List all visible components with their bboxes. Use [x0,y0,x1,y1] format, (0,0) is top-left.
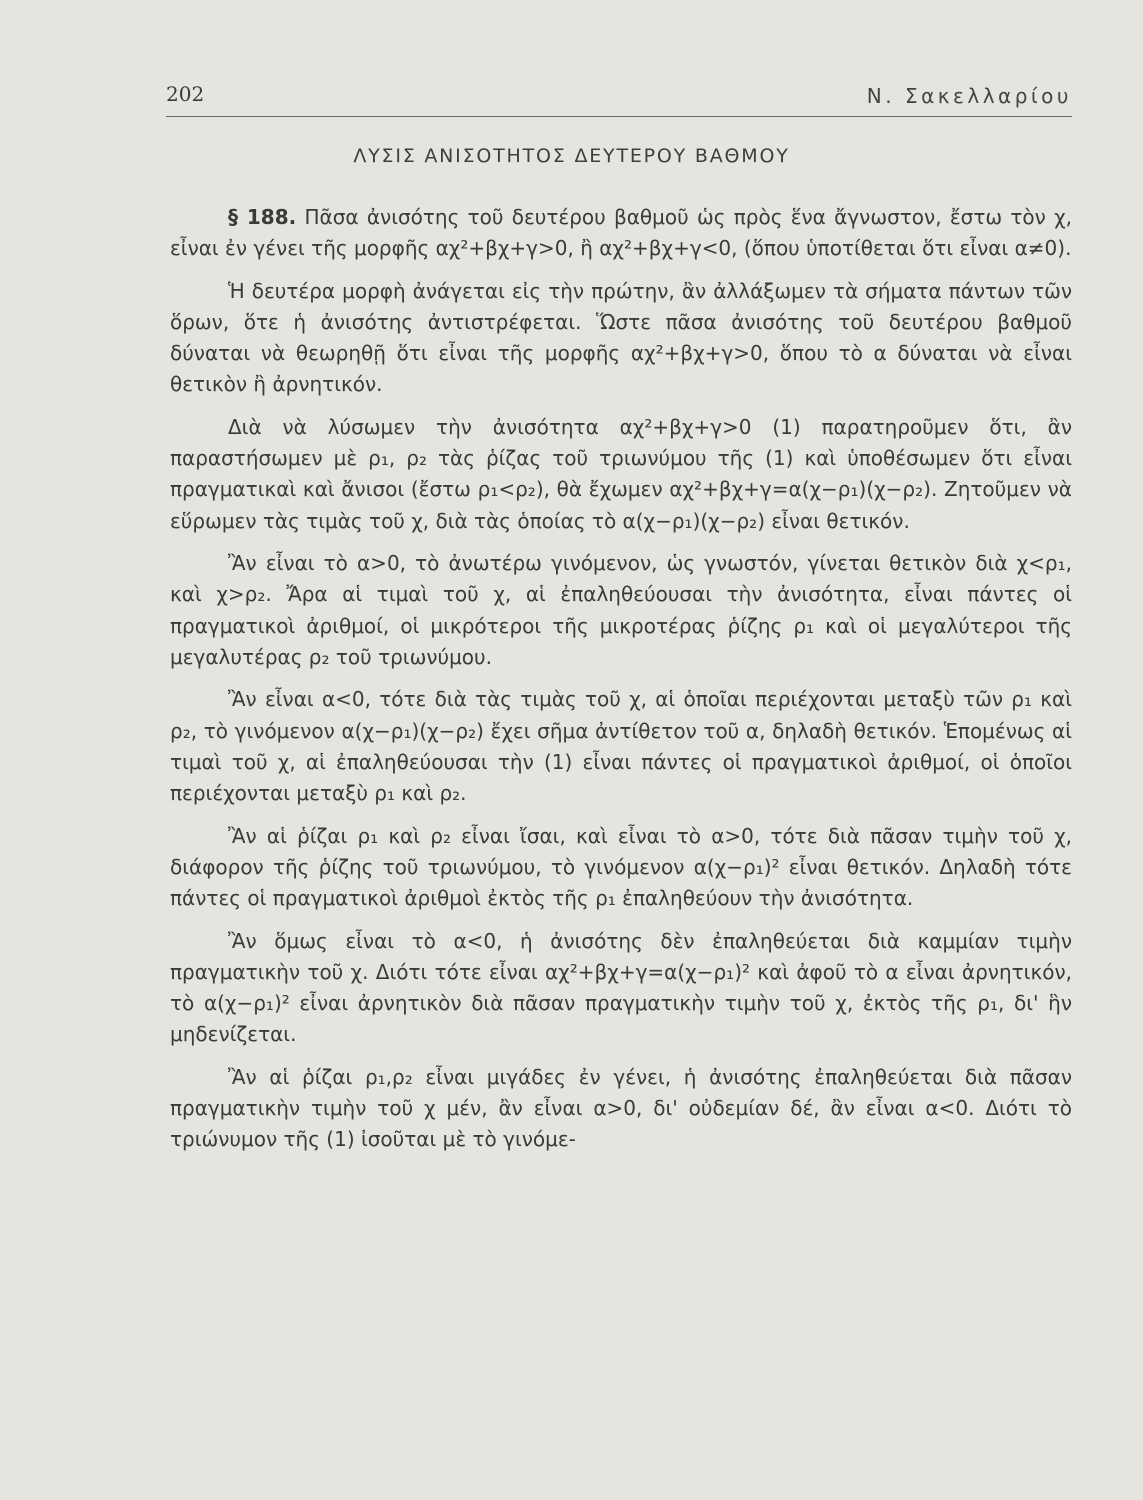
paragraph: Ἂν ὅμως εἶναι τὸ α<0, ἡ ἀνισότης δὲν ἐπαληθεύεται διὰ καμμίαν τιμὴν πραγματικὴν τοῦ χ. Διότι τότε εἶναι αχ²+βχ+γ=α(χ−ρ₁)² καὶ ἀφοῦ τὸ α εἶναι ἀρνητικόν, τὸ α(χ−ρ₁)² εἶναι ἀρνητικὸν διὰ πᾶσαν πραγματικὴν τιμὴν τοῦ χ, ἐκτὸς τῆς ρ₁, δι' ἣν μηδενίζεται. [170,928,1072,1047]
paragraph: Ἂν εἶναι τὸ α>0, τὸ ἀνωτέρω γινόμενον, ὡς γνωστόν, γίνεται θετικὸν διὰ χ<ρ₁, καὶ χ>ρ₂. Ἄρα αἱ τιμαὶ τοῦ χ, αἱ ἐπαληθεύουσαι τὴν ἀνισότητα, εἶναι πάντες οἱ πραγματικοὶ ἀριθμοί, οἱ μικρότεροι τῆς μικροτέρας ῥίζης ρ₁ καὶ οἱ μεγαλύτεροι τῆς μεγαλυτέρας ρ₂ τοῦ τριωνύμου. [170,551,1072,669]
paragraph-text: Πᾶσα ἀνισότης τοῦ δευτέρου βαθμοῦ ὡς πρὸς ἕνα ἄγνωστον, ἔστω τὸν χ, εἶναι ἐν γένει τῆς μορφῆς αχ²+βχ+γ>0, ἢ αχ²+βχ+γ<0, (ὅπου ὑποτίθεται ὅτι εἶναι α≠0). [170,205,1073,261]
body-text [170,202,1072,1167]
paragraph: Διὰ νὰ λύσωμεν τὴν ἀνισότητα αχ²+βχ+γ>0 (1) παρατηροῦμεν ὅτι, ἂν παραστήσωμεν μὲ ρ₁, ρ₂ τὰς ῥίζας τοῦ τριωνύμου τῆς (1) καὶ ὑποθέσωμεν ὅτι εἶναι πραγματικαὶ καὶ ἄνισοι (ἔστω ρ₁<ρ₂), θὰ ἔχωμεν αχ²+βχ+γ=α(χ−ρ₁)(χ−ρ₂). Ζητοῦμεν νὰ εὕρωμεν τὰς τιμὰς τοῦ χ, διὰ τὰς ὁποίας τὸ α(χ−ρ₁)(χ−ρ₂) εἶναι θετικόν. [170,415,1072,533]
page-header [166,80,1072,117]
paragraph: Ἂν αἱ ῥίζαι ρ₁,ρ₂ εἶναι μιγάδες ἐν γένει, ἡ ἀνισότης ἐπαληθεύεται διὰ πᾶσαν πραγματικὴν τιμὴν τοῦ χ μέν, ἂν εἶναι α>0, δι' οὐδεμίαν δέ, ἂν εἶναι α<0. Διότι τὸ τριώνυμον τῆς (1) ἰσοῦται μὲ τὸ γινόμε- [170,1064,1072,1152]
paragraph [170,202,1072,264]
page-number: 202 [166,82,205,106]
paragraph: Ἂν εἶναι α<0, τότε διὰ τὰς τιμὰς τοῦ χ, αἱ ὁποῖαι περιέχονται μεταξὺ τῶν ρ₁ καὶ ρ₂, τὸ γινόμενον α(χ−ρ₁)(χ−ρ₂) ἔχει σῆμα ἀντίθετον τοῦ α, δηλαδὴ θετικόν. Ἑπομένως αἱ τιμαὶ τοῦ χ, αἱ ἐπαληθεύουσαι τὴν (1) εἶναι πάντες οἱ πραγματικοὶ ἀριθμοί, οἱ ὁποῖοι περιέχονται μεταξὺ ρ₁ καὶ ρ₂. [170,687,1072,806]
paragraph: Ἂν αἱ ῥίζαι ρ₁ καὶ ρ₂ εἶναι ἴσαι, καὶ εἶναι τὸ α>0, τότε διὰ πᾶσαν τιμὴν τοῦ χ, διάφορον τῆς ῥίζης τοῦ τριωνύμου, τὸ γινόμενον α(χ−ρ₁)² εἶναι θετικόν. Δηλαδὴ τότε πάντες οἱ πραγματικοὶ ἀριθμοὶ ἐκτὸς τῆς ρ₁ ἐπαληθεύουν τὴν ἀνισότητα. [170,823,1072,911]
paragraph: Ἡ δευτέρα μορφὴ ἀνάγεται εἰς τὴν πρώτην, ἂν ἀλλάξωμεν τὰ σήματα πάντων τῶν ὅρων, ὅτε ἡ ἀνισότης ἀντιστρέφεται. Ὥστε πᾶσα ἀνισότης τοῦ δευτέρου βαθμοῦ δύναται νὰ θεωρηθῇ ὅτι εἶναι τῆς μορφῆς αχ²+βχ+γ>0, ὅπου τὸ α δύναται νὰ εἶναι θετικὸν ἢ ἀρνητικόν. [170,278,1072,397]
running-head: Ν. Σακελλαρίου [866,84,1072,108]
section-title: ΛΥΣΙΣ ΑΝΙΣΟΤΗΤΟΣ ΔΕΥΤΕΡΟΥ ΒΑΘΜΟΥ [353,145,790,167]
section-number: § 188. [228,205,297,229]
